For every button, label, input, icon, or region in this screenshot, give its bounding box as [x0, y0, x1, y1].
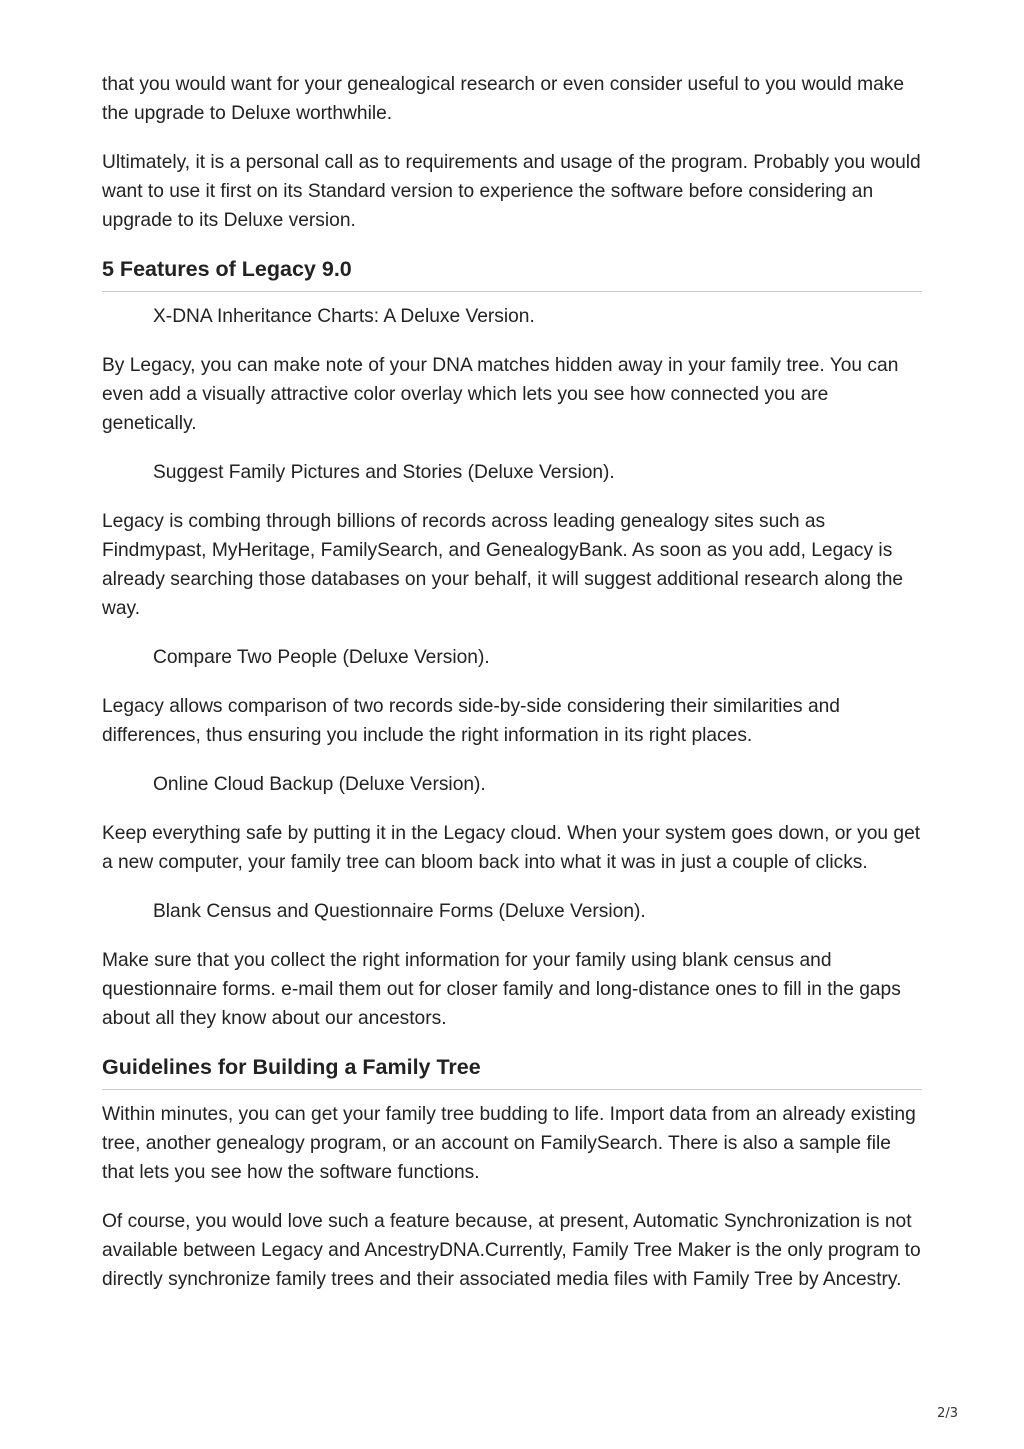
section-heading-features: 5 Features of Legacy 9.0: [102, 255, 922, 292]
guidelines-paragraph-2: Of course, you would love such a feature because, at present, Automatic Synchronization is not available between Legacy and AncestryDNA.Currently, Family Tree Maker is the only program to directly synchronize family trees and their associated media files with Family Tree by Ancestry.: [102, 1211, 921, 1290]
intro-paragraph-1: that you would want for your genealogical research or even consider useful to you would make the upgrade to Deluxe worthwhile.: [102, 74, 905, 124]
feature-title-backup: Online Cloud Backup (Deluxe Version).: [153, 774, 486, 795]
document-page: [102, 70, 922, 1314]
guidelines-paragraph-1: Within minutes, you can get your family tree budding to life. Import data from an already existing tree, another genealogy program, or an account on FamilySearch. There is also a sample file that lets you see how the software functions.: [102, 1104, 916, 1183]
feature-body-suggest: Legacy is combing through billions of records across leading genealogy sites such as Findmypast, MyHeritage, FamilySearch, and GenealogyBank. As soon as you add, Legacy is already searching those databases on your behalf, it will suggest additional research along the way.: [102, 511, 904, 619]
feature-title-suggest: Suggest Family Pictures and Stories (Deluxe Version).: [153, 462, 615, 483]
feature-title-census: Blank Census and Questionnaire Forms (Deluxe Version).: [153, 901, 646, 922]
feature-title-xdna: X-DNA Inheritance Charts: A Deluxe Version.: [153, 306, 535, 327]
feature-body-backup: Keep everything safe by putting it in the Legacy cloud. When your system goes down, or you get a new computer, your family tree can bloom back into what it was in just a couple of clicks.: [102, 823, 921, 873]
intro-paragraph-2: Ultimately, it is a personal call as to requirements and usage of the program. Probably you would want to use it first on its Standard version to experience the software before considering an upgrade to its Deluxe version.: [102, 152, 921, 231]
feature-body-xdna: By Legacy, you can make note of your DNA matches hidden away in your family tree. You can even add a visually attractive color overlay which lets you see how connected you are genetically.: [102, 355, 899, 434]
feature-title-compare: Compare Two People (Deluxe Version).: [153, 647, 490, 668]
feature-body-census: Make sure that you collect the right information for your family using blank census and questionnaire forms. e-mail them out for closer family and long-distance ones to fill in the gaps about all they know about our ancestors.: [102, 950, 901, 1029]
feature-body-compare: Legacy allows comparison of two records side-by-side considering their similarities and differences, thus ensuring you include the right information in its right places.: [102, 696, 840, 746]
page-number: 2/3: [937, 1406, 958, 1421]
section-heading-guidelines: Guidelines for Building a Family Tree: [102, 1053, 922, 1090]
